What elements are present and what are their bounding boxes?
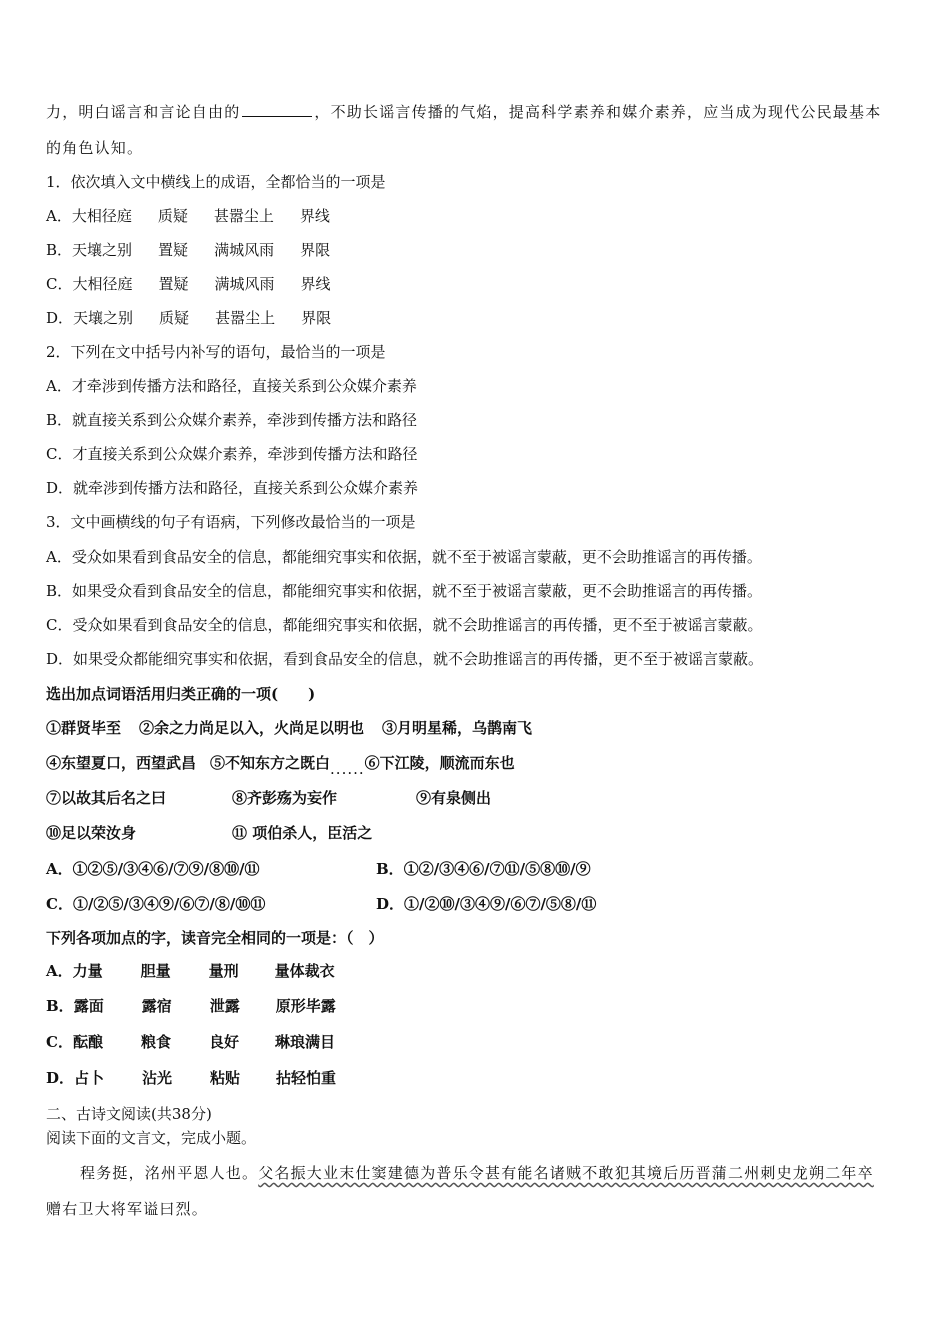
option-item: 拈轻怕重 <box>276 1069 337 1087</box>
q4-item: ⑤不知东方之既白 <box>210 754 331 772</box>
option-item: 沾光 <box>142 1069 173 1087</box>
option-item: 大相径庭 <box>72 275 133 293</box>
option-item: 天壤之别 <box>72 241 133 259</box>
passage-line-2: 的角色认知。 <box>46 139 144 157</box>
question-3-stem: 3．文中画横线的句子有语病，下列修改最恰当的一项是 <box>46 513 416 531</box>
option-label: D． <box>46 1069 75 1087</box>
option-item: 量体裁衣 <box>274 962 335 980</box>
q1-option-b <box>46 240 330 260</box>
option-item: 天壤之别 <box>73 309 134 327</box>
q4-options-row-1 <box>46 859 591 879</box>
option-item: 置疑 <box>158 241 189 259</box>
q4-items-row-4 <box>46 823 372 843</box>
option-label: C． <box>46 1033 73 1051</box>
q3-option-d: D．如果受众都能细究事实和依据，看到食品安全的信息，就不会助推谣言的再传播，更不至于被谣言蒙蔽。 <box>46 650 764 668</box>
q4-item: ②余之力尚足以入，火尚足以明也 <box>139 719 365 737</box>
q5-option-c <box>46 1032 335 1052</box>
option-item: 界线 <box>300 275 331 293</box>
option-item: 原形毕露 <box>275 997 336 1015</box>
section-2-instruction: 阅读下面的文言文，完成小题。 <box>46 1129 257 1147</box>
option-item: 露宿 <box>141 997 172 1015</box>
option-item: 质疑 <box>157 207 188 225</box>
section-2-title: 二、古诗文阅读(共38分) <box>46 1105 212 1123</box>
emphasis-dots: ...... <box>330 760 365 778</box>
classical-text-line-2: 赠右卫大将军谥曰烈。 <box>46 1200 209 1218</box>
option-item: 露面 <box>73 997 104 1015</box>
option-item: 满城风雨 <box>214 241 275 259</box>
q4-item: ⑧齐彭殇为妄作 <box>232 789 338 807</box>
option-item: 粘贴 <box>210 1069 241 1087</box>
q4-item: ③月明星稀，乌鹊南飞 <box>382 719 533 737</box>
q4-item: ⑨有泉侧出 <box>416 789 492 807</box>
option-item: 泄露 <box>209 997 240 1015</box>
option-item: 大相径庭 <box>71 207 132 225</box>
option-text: ①②/③④⑥/⑦⑪/⑤⑧⑩/⑨ <box>403 860 591 878</box>
option-label: B． <box>376 860 404 878</box>
classical-text: 程务挺，洺州平恩人也。 <box>80 1164 259 1182</box>
passage-line-1 <box>46 102 881 122</box>
option-item: 界限 <box>301 309 332 327</box>
q4-items-row-3 <box>46 788 491 808</box>
option-item: 量刑 <box>208 962 239 980</box>
q1-option-d <box>46 308 331 328</box>
q4-item: ④东望夏口，西望武昌 <box>46 754 197 772</box>
q4-items-row-2 <box>46 753 515 778</box>
q1-option-a <box>46 206 330 226</box>
option-item: 力量 <box>72 962 103 980</box>
option-item: 置疑 <box>158 275 189 293</box>
question-5-stem: 下列各项加点的字，读音完全相同的一项是：（ ） <box>46 929 384 947</box>
fill-blank <box>242 102 312 117</box>
q4-items-row-1 <box>46 718 532 738</box>
option-item: 良好 <box>208 1033 239 1051</box>
q2-option-b: B．就直接关系到公众媒介素养，牵涉到传播方法和路径 <box>46 411 418 429</box>
q4-item: ①群贤毕至 <box>46 719 122 737</box>
q4-item: ⑪ 项伯杀人，臣活之 <box>232 824 373 842</box>
option-item: 甚嚣尘上 <box>213 207 274 225</box>
option-item: 界限 <box>300 241 331 259</box>
q5-option-a <box>46 961 335 981</box>
underlined-sentence: 父名振大业末仕窦建德为普乐令甚有能名诸贼不敢犯其境后历晋蒲二州刺史龙朔二年卒 <box>258 1164 874 1182</box>
option-label: B． <box>46 241 73 259</box>
option-label: B． <box>46 997 74 1015</box>
option-label: C． <box>46 275 73 293</box>
passage-text: 力，明白谣言和言论自由的 <box>46 103 241 121</box>
option-item: 质疑 <box>159 309 190 327</box>
q2-option-d: D．就牵涉到传播方法和路径，直接关系到公众媒介素养 <box>46 479 419 497</box>
q3-option-b: B．如果受众看到食品安全的信息，都能细究事实和依据，就不至于被谣言蒙蔽，更不会助推谣言的再传播。 <box>46 582 763 600</box>
q4-options-row-2 <box>46 894 596 914</box>
option-label: C． <box>46 895 73 913</box>
option-label: D． <box>376 895 405 913</box>
q3-option-a: A．受众如果看到食品安全的信息，都能细究事实和依据，就不至于被谣言蒙蔽，更不会助推谣言的再传播。 <box>46 548 762 566</box>
q2-option-a: A．才牵涉到传播方法和路径，直接关系到公众媒介素养 <box>46 377 417 395</box>
option-item: 甚嚣尘上 <box>215 309 276 327</box>
option-item: 酝酿 <box>72 1033 103 1051</box>
q5-option-b <box>46 996 336 1016</box>
q2-option-c: C．才直接关系到公众媒介素养，牵涉到传播方法和路径 <box>46 445 418 463</box>
option-item: 占卜 <box>74 1069 105 1087</box>
option-text: ①/②⑩/③④⑨/⑥⑦/⑤⑧/⑪ <box>404 895 597 913</box>
option-item: 琳琅满目 <box>274 1033 335 1051</box>
option-text: ①②⑤/③④⑥/⑦⑨/⑧⑩/⑪ <box>72 860 260 878</box>
q1-option-c <box>46 274 331 294</box>
q5-option-d <box>46 1068 336 1088</box>
classical-text-line-1 <box>80 1163 874 1183</box>
passage-text: ，不助长谣言传播的气焰，提高科学素养和媒介素养，应当成为现代公民最基本 <box>314 103 882 121</box>
option-item: 满城风雨 <box>214 275 275 293</box>
q4-item: ⑥下江陵，顺流而东也 <box>364 754 515 772</box>
question-4-stem: 选出加点词语活用归类正确的一项( ) <box>46 685 316 703</box>
q4-item: ⑦以故其后名之曰 <box>46 789 167 807</box>
question-2-stem: 2．下列在文中括号内补写的语句，最恰当的一项是 <box>46 343 386 361</box>
option-label: A． <box>46 860 73 878</box>
option-label: A． <box>46 962 73 980</box>
q3-option-c: C．受众如果看到食品安全的信息，都能细究事实和依据，就不会助推谣言的再传播，更不至于被谣言蒙蔽。 <box>46 616 763 634</box>
question-1-stem: 1．依次填入文中横线上的成语，全都恰当的一项是 <box>46 173 386 191</box>
option-item: 胆量 <box>140 962 171 980</box>
option-label: D． <box>46 309 74 327</box>
option-label: A． <box>46 207 72 225</box>
option-item: 粮食 <box>140 1033 171 1051</box>
option-text: ①/②⑤/③④⑨/⑥⑦/⑧/⑩⑪ <box>72 895 266 913</box>
option-item: 界线 <box>299 207 330 225</box>
q4-item: ⑩足以荣汝身 <box>46 824 137 842</box>
